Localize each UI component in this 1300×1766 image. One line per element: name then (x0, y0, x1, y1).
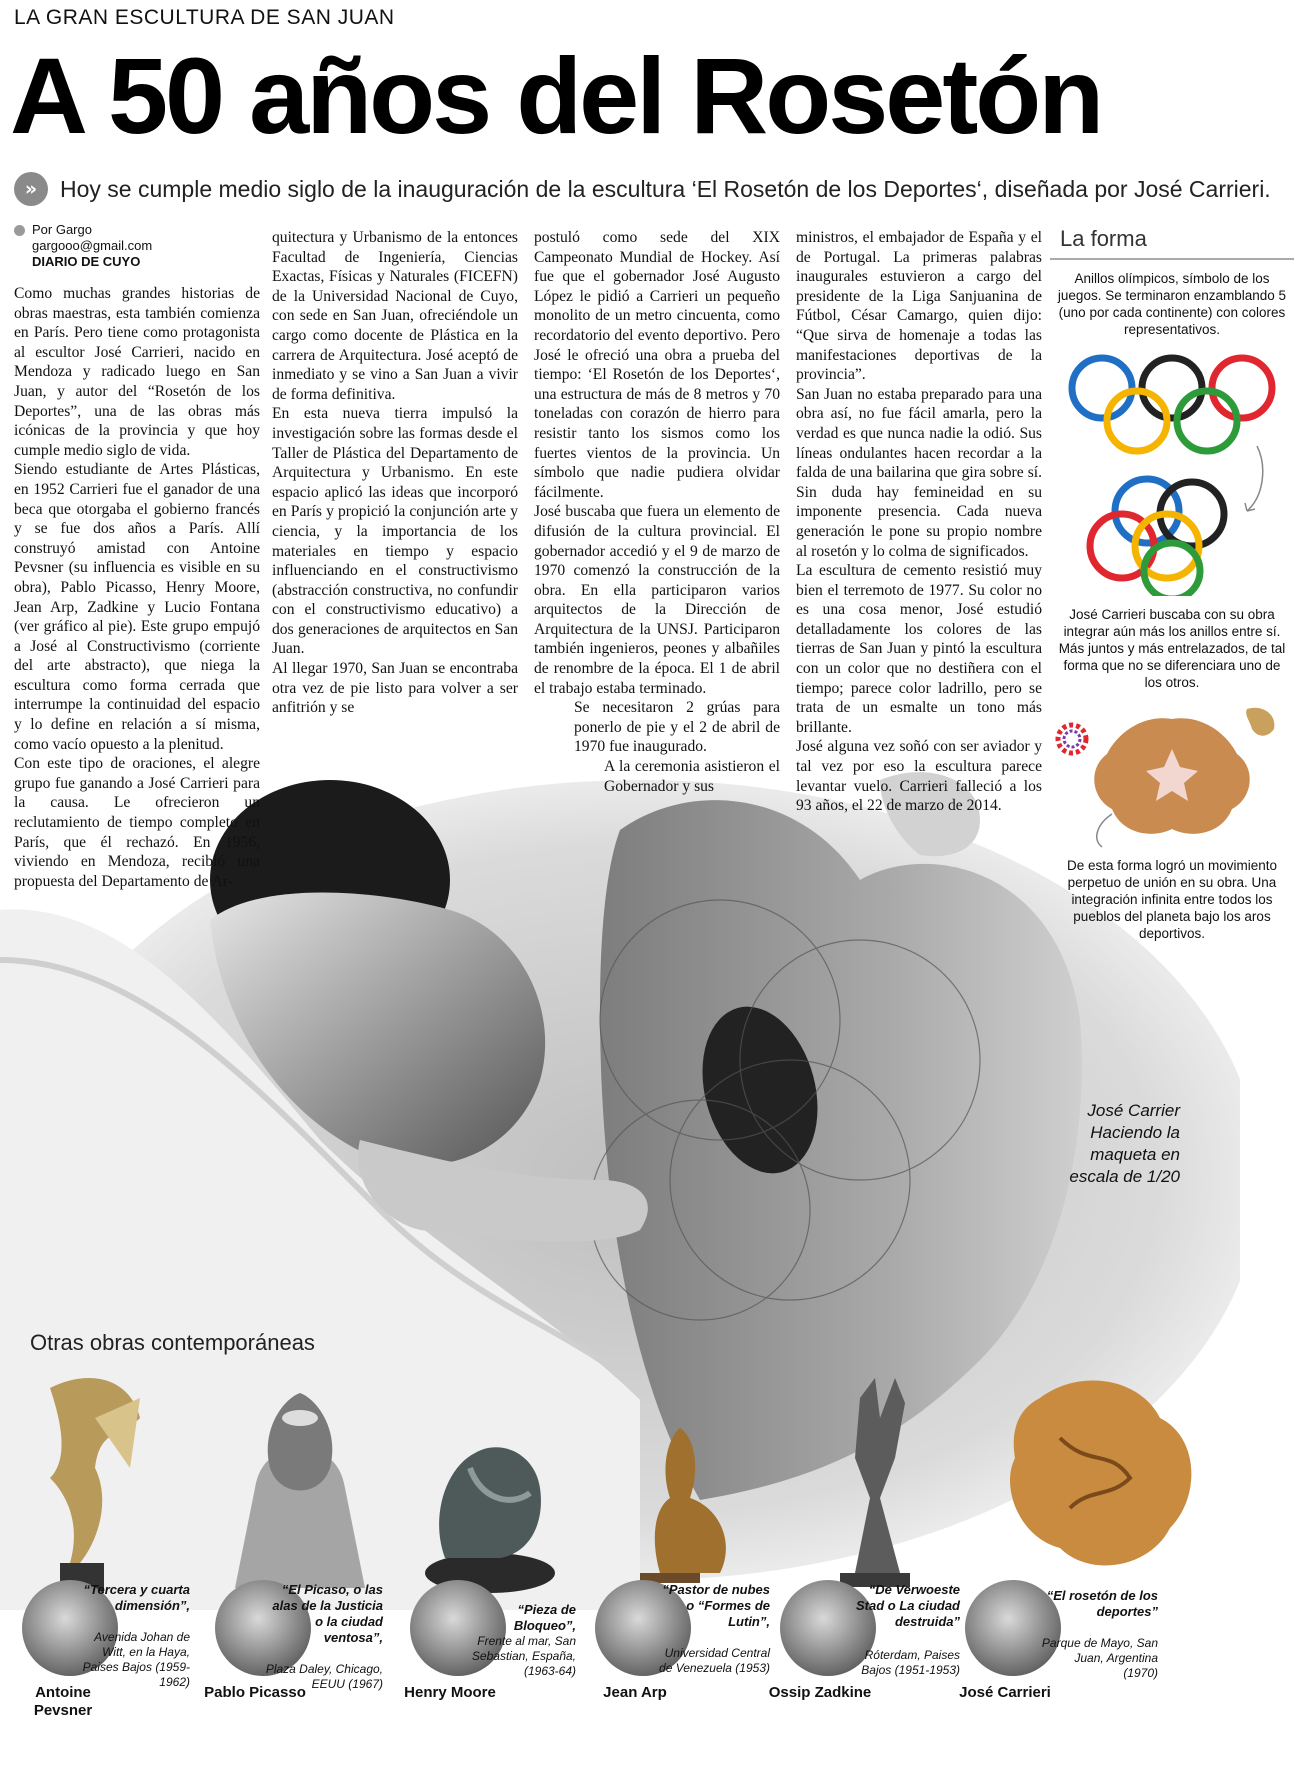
ring-red-icon (1212, 358, 1272, 418)
photo-caption: José Carrier Haciendo la maqueta en escala de 1/20 (1069, 1101, 1180, 1186)
sidebar-text-3: De esta forma logró un movimiento perpetuo de unión en su obra. Una integración infinita entre todos los pueblos del planeta bajo los aros deportivos. (1066, 858, 1278, 941)
byline-email: gargooo@gmail.com (32, 238, 153, 253)
artist-name: Pablo Picasso (204, 1684, 306, 1701)
deck (14, 172, 1294, 206)
ring-yellow-icon (1107, 391, 1167, 451)
paragraph: Se necesitaron 2 grúas para ponerlo de pie y el 2 de abril de 1970 fue inaugurado. (574, 699, 780, 756)
artist-name: Jean Arp (603, 1684, 667, 1701)
sculptures-row (0, 1358, 1300, 1598)
artist-name: Henry Moore (404, 1684, 496, 1701)
deck-text: Hoy se cumple medio siglo de la inauguración de la escultura ‘El Rosetón de los Deportes‘, diseñada por José Carrieri. (60, 175, 1271, 202)
work-title: “De Verwoeste Stad o La ciudad destruida” (855, 1582, 960, 1629)
artist-name: José Carrieri (959, 1684, 1051, 1701)
divider (1050, 258, 1294, 260)
others-title: Otras obras contemporáneas (30, 1330, 315, 1355)
olympic-rings-diagram (1052, 346, 1292, 596)
work-place: Parque de Mayo, San Juan, Argentina (1970) (1041, 1636, 1158, 1680)
rainbow-rosette-icon (1058, 725, 1086, 753)
paragraph: José buscaba que fuera un elemento de difusión de la cultura provincial. El gobernador accedió y el 9 de marzo de 1970 comenzó la construcción de la obra. En ella participaron varios arquitectos de la Dirección de Arquitectura de la UNSJ. Participaron también ingenieros, peones y albañiles de renombre de la época. El 1 de abril el trabajo estaba terminado. (534, 503, 780, 697)
pevsner-sculpture (50, 1378, 140, 1593)
ring-blue-icon (1072, 358, 1132, 418)
work-place: Universidad Central de Venezuela (1953) (659, 1646, 770, 1675)
work-title: “Tercera y cuarta dimensión”, (83, 1582, 190, 1613)
article-column-1 (14, 284, 260, 891)
artist-name: Ossip Zadkine (768, 1684, 872, 1701)
paragraph: Como muchas grandes historias de obras maestras, esta también comienza en París. Pero tiene como protagonista al escultor José Carrieri, nacido en Mendoza y radicado luego en San Juan, y autor del “Rosetón de los Deportes”, una de las obras más icónicas de la provincia y que hoy cumple medio siglo de vida. (14, 285, 260, 459)
ring-green-icon (1177, 391, 1237, 451)
paragraph: postuló como sede del XIX Campeonato Mundial de Hockey. Así fue que el gobernador José Augusto López le pidió a Carrieri un pequeño monolito de un metro cincuenta, como recordatorio del evento deportivo. Pero José le ofreció una obra a prueba del tiempo: ‘El Rosetón de los Deportes‘, una estructura de más de 8 metros y 70 toneladas con corazón de hierro para resistir tanto los sismos como los fuertes vientos de la provincia. Un símbolo que nadie pudiera olvidar fácilmente. (534, 229, 780, 501)
work-title: “El rosetón de los deportes” (1046, 1588, 1158, 1619)
carrieri-sculpture (1010, 1381, 1191, 1566)
article-column-4 (796, 228, 1042, 816)
double-chevron-icon: » (14, 172, 48, 206)
paragraph: quitectura y Urbanismo de la entonces Facultad de Ingeniería, Ciencias Exactas, Físicas y Naturales (FICEFN) de la Universidad Nacional de Cuyo, con sede en San Juan, ofreciéndole un cargo como docente de Plástica en la carrera de Arquitectura. José aceptó de inmediato y se vino a San Juan a vivir de forma definitiva. (272, 229, 518, 403)
kicker: LA GRAN ESCULTURA DE SAN JUAN (14, 6, 395, 29)
zadkine-sculpture (840, 1378, 910, 1587)
byline-author: Por Gargo (32, 222, 92, 237)
paragraph: José alguna vez soñó con ser aviador y tal vez por eso la escultura parece levantar vuelo. Carrieri falleció a los 93 años, el 22 de marzo de 2014. (796, 738, 1042, 815)
work-title: “El Picaso, o las alas de la Justicia o la ciudad ventosa”, (272, 1582, 383, 1645)
paragraph: San Juan no estaba preparado para una obra así, no fue fácil amarla, pero la verdad es que nunca nadie la odió. Sus líneas ondulantes hacen recordar a la falda de una bailarina que gira sobre sí. Sin duda hay femineidad en su imponente presencia. Cada nueva generación le pone su propio nombre al rosetón y lo colma de significados. (796, 385, 1042, 560)
paragraph: La escultura de cemento resistió muy bien el terremoto de 1977. Su color no es una cosa menor, José estudió detalladamente los colores de las tierras de San Juan y pintó la escultura con un color que no destiñera con el tiempo; parece color ladrillo, pero se trata de un esmalte un tono más brillante. (796, 562, 1042, 736)
moore-sculpture (425, 1447, 555, 1593)
roseton-shape-diagram (1052, 699, 1292, 849)
paragraph: A la ceremonia asistieron el Gobernador y sus (604, 758, 780, 795)
paragraph: Siendo estudiante de Artes Plásticas, en 1952 Carrieri fue el ganador de una beca que otorgaba el gobierno francés y se fue dos años a París. Allí construyó amistad con Antoine Pevsner (su influencia es visible en su obra), Pablo Picasso, Henry Moore, Jean Arp, Zadkine y Lucio Fontana (ver gráfico al pie). Este grupo empujó a José al Constructivismo (corriente del arte abstracto), que niega la escultura como forma cerrada que interrumpe la continuidad del espacio y lo define en relación a sí misma, como vacío opuesto a la plenitud. (14, 461, 260, 753)
work-place: Avenida Johan de Witt, en la Haya, Paises Bajos (1959-1962) (82, 1630, 190, 1689)
paragraph: ministros, el embajador de España y el de Portugal. La primeras palabras inaugurales estuvieron a cargo del presidente de la Liga Sanjuanina de Fútbol, César Camargo, quien dijo: “Que sirva de homenaje a todas las manifestaciones deportivas de la provincia”. (796, 229, 1042, 384)
paragraph: Al llegar 1970, San Juan se encontraba otra vez de pie listo para volver a ser anfitrión y se (272, 660, 518, 717)
bullet-icon (14, 225, 25, 236)
sidebar-title: La forma (1060, 226, 1147, 251)
sidebar-text-1: Anillos olímpicos, símbolo de los juegos. Se terminaron enzamblando 5 (uno por cada continente) con colores representativos. (1057, 271, 1287, 337)
artist-name: Antoine Pevsner (33, 1684, 93, 1719)
paragraph: En esta nueva tierra impulsó la investigación sobre las formas desde el Taller de Plástica del Departamento de Arquitectura y Urbanismo. En este espacio aplicó las ideas que incorporó en París y propició la conjunción arte y ciencia, y la importancia de los materiales en tiempo y espacio influenciando en el constructivismo (abstracción constructiva, no confundir con el constructivismo educativo) a dos generaciones de arquitectos en San Juan. (272, 405, 518, 658)
byline (14, 222, 264, 270)
work-title: “Pieza de Bloqueo”, (513, 1602, 576, 1633)
arp-sculpture (640, 1428, 726, 1583)
work-place: Róterdam, Paises Bajos (1951-1953) (861, 1648, 960, 1677)
sidebar-text-2: José Carrieri buscaba con su obra integrar aún más los anillos entre sí. Más juntos y más entrelazados, de tal forma que no se diferenciara uno de los otros. (1058, 607, 1286, 690)
byline-paper: DIARIO DE CUYO (32, 254, 141, 269)
ring-black-icon (1142, 358, 1202, 418)
article-column-3 (534, 228, 780, 796)
article-column-2 (272, 228, 518, 718)
headline: A 50 años del Rosetón (10, 35, 1102, 156)
sculpture-small-icon (1246, 708, 1274, 736)
paragraph: Con este tipo de oraciones, el alegre grupo fue ganando a José Carrieri para la causa. Le ofrecieron un reclutamiento de tiempo completo en París, que él rechazó. En 1956, viviendo en Mendoza, recibió una propuesta del Departamento de Ar- (14, 755, 260, 890)
sidebar-la-forma (1050, 226, 1294, 942)
other-works-strip (0, 1358, 1300, 1758)
work-place: Plaza Daley, Chicago, EEUU (1967) (265, 1662, 383, 1691)
work-place: Frente al mar, San Sebastian, España, (1963-64) (471, 1634, 576, 1678)
work-title: “Pastor de nubes o “Formes de Lutin”, (662, 1582, 770, 1629)
picasso-sculpture (235, 1393, 365, 1588)
